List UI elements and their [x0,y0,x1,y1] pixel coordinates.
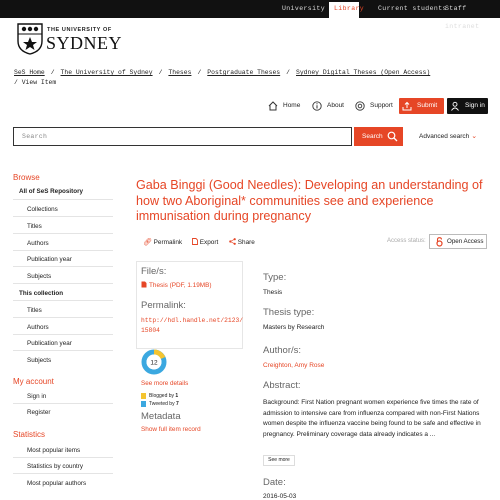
open-access-icon [436,237,443,247]
logo-line-2: SYDNEY [46,33,123,53]
sidebar-statistics-heading: Statistics [13,430,46,439]
altmetric-donut-icon [141,349,167,375]
abstract-text: Background: First Nation pregnant women experience five times the rate of admission to intensive care from influenza compared with non-First Nations women despite the influenza vaccine being found to be safe and effective in pregnancy. Preliminary coverage data already indicates a ... [263,399,481,438]
breadcrumb: SeS Home / The University of Sydney / Theses / Postgraduate Theses / Sydney Digital Theses (Open Access) / View Item [14,69,431,86]
search-button-label: Search [362,133,383,140]
about-button[interactable] [309,98,349,114]
date-heading: Date: [263,477,286,488]
topnav-current-students[interactable]: Current students [378,5,447,12]
about-label: About [327,102,344,109]
altmetric-score: 12 [150,359,158,367]
sidebar-all-repository: All of SeS Repository [19,188,84,195]
sidebar-account-heading: My account [13,377,54,386]
permalink-url-line-1: http://hdl.handle.net/2123/ [141,317,244,324]
info-icon [312,101,322,111]
chevron-down-icon: ⌄ [471,133,478,140]
sidebar-item-publication-year[interactable]: Publication year [27,256,72,263]
open-access-badge [429,234,487,249]
sidebar-coll-authors[interactable]: Authors [27,324,49,331]
user-icon [450,101,460,111]
permalink-heading: Permalink: [141,300,186,311]
university-logo[interactable] [17,23,127,59]
share-action[interactable] [229,238,255,246]
link-icon: 🔗︎ [143,239,152,246]
submit-button[interactable] [399,98,444,114]
altmetric-badge[interactable] [141,349,167,375]
authors-heading: Author/s: [263,345,302,356]
export-action[interactable] [192,238,218,246]
blogged-count: 1 [175,393,179,399]
type-heading: Type: [263,272,287,283]
type-value: Thesis [263,289,283,296]
sidebar-item-authors[interactable]: Authors [27,240,49,247]
permalink-action[interactable] [143,238,182,246]
access-status-label: Access status: [387,238,426,244]
open-access-label: Open Access [447,238,484,245]
advanced-search-label: Advanced search [419,133,470,140]
support-label: Support [370,102,393,109]
tweeted-by [141,401,179,407]
thesis-type-heading: Thesis type: [263,307,315,318]
permalink-url-line-2: 15804 [141,327,160,334]
breadcrumb-university[interactable]: The University of Sydney [60,69,153,76]
tweeted-count: 7 [175,401,179,407]
share-label: Share [237,239,255,246]
topnav-university[interactable]: University [282,5,326,12]
export-icon [192,238,198,245]
abstract-heading: Abstract: [263,380,301,391]
breadcrumb-current: View Item [21,79,57,86]
search-button[interactable] [354,127,403,146]
help-icon [355,101,365,111]
submit-label: Submit [417,102,438,109]
blogged-prefix: Blogged by [149,393,176,399]
crest-icon [17,23,43,55]
sidebar-most-popular-authors[interactable]: Most popular authors [27,480,87,487]
home-label: Home [283,102,301,109]
export-label: Export [199,239,219,246]
thesis-file-link[interactable] [141,281,212,289]
topnav-library[interactable]: Library [329,2,359,18]
search-input[interactable]: Search [13,127,352,146]
metadata-heading: Metadata [141,411,181,422]
advanced-search-link[interactable] [419,132,477,140]
full-record-link[interactable]: Show full item record [141,426,201,433]
date-value: 2016-05-03 [263,493,297,500]
breadcrumb-ses-home[interactable]: SeS Home [14,69,45,76]
thesis-type-value: Masters by Research [263,324,325,331]
topnav-staff-intranet[interactable]: Staff intranet [445,5,480,30]
sidebar-coll-subjects[interactable]: Subjects [27,357,52,364]
sidebar-coll-publication-year[interactable]: Publication year [27,340,72,347]
see-more-button[interactable]: See more [263,455,295,466]
tweeted-prefix: Tweeted by [149,401,176,407]
sidebar-register[interactable]: Register [27,409,51,416]
blogged-by [141,393,178,399]
breadcrumb-postgraduate-theses[interactable]: Postgraduate Theses [207,69,281,76]
sidebar-most-popular-items[interactable]: Most popular items [27,447,81,454]
breadcrumb-sydney-digital-theses[interactable]: Sydney Digital Theses (Open Access) [296,69,431,76]
breadcrumb-theses[interactable]: Theses [168,69,192,76]
permalink-url[interactable] [141,316,243,336]
sidebar-item-subjects[interactable]: Subjects [27,273,52,280]
sidebar-coll-titles[interactable]: Titles [27,307,42,314]
thesis-file-label: Thesis (PDF, 1.19MB) [149,282,212,289]
share-icon [229,238,236,245]
sidebar-this-collection: This collection [19,290,64,297]
search-icon [387,131,398,142]
sidebar-item-collections[interactable]: Collections [27,206,58,213]
upload-icon [402,101,412,111]
logo-line-1: THE UNIVERSITY OF [47,27,112,33]
author-link[interactable]: Creighton, Amy Rose [263,362,325,369]
sidebar-browse-heading: Browse [13,173,40,182]
pdf-icon [141,281,147,288]
signin-button[interactable] [447,98,488,114]
sidebar-item-titles[interactable]: Titles [27,223,42,230]
permalink-label: Permalink [153,239,183,246]
home-button[interactable] [265,98,305,114]
home-icon [268,101,278,111]
sidebar-sign-in[interactable]: Sign in [27,393,47,400]
sidebar-stats-by-country[interactable]: Statistics by country [27,463,83,470]
files-heading: File/s: [141,266,167,277]
support-button[interactable] [352,98,397,114]
signin-label: Sign in [465,102,485,109]
page-title: Gaba Binggi (Good Needles): Developing an understanding of how two Aboriginal* communities see and experience immunisation during pregnancy [136,178,483,224]
see-more-details-link[interactable]: See more details [141,380,189,387]
